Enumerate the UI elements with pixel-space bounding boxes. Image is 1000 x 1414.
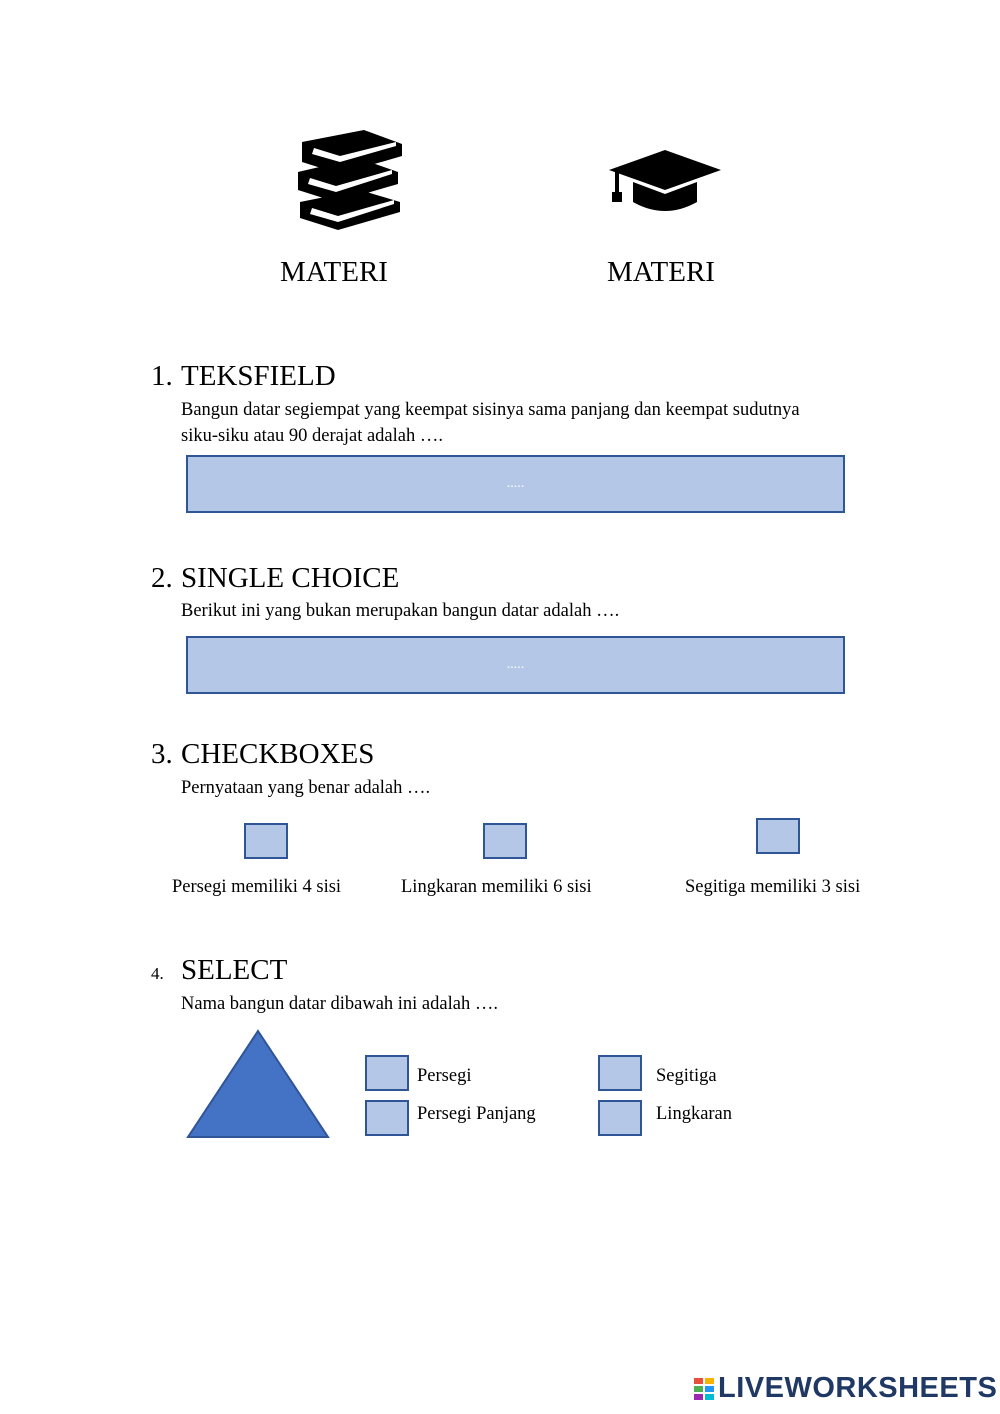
brand-text: LIVEWORKSHEETS — [718, 1372, 998, 1404]
checkbox-segitiga[interactable] — [756, 818, 800, 854]
section-number: 3. — [151, 738, 173, 770]
question-text: Berikut ini yang bukan merupakan bangun datar adalah …. — [181, 601, 620, 621]
materi-label-left: MATERI — [280, 256, 388, 288]
select-option-label: Lingkaran — [656, 1104, 733, 1124]
checkbox-label: Lingkaran memiliki 6 sisi — [401, 877, 592, 897]
select-option-persegi[interactable] — [365, 1055, 409, 1091]
section-title-teksfield: TEKSFIELD — [181, 360, 336, 392]
triangle-shape — [184, 1028, 332, 1140]
checkbox-persegi[interactable] — [244, 823, 288, 859]
select-option-persegi-panjang[interactable] — [365, 1100, 409, 1136]
materi-label-right: MATERI — [607, 256, 715, 288]
checkbox-lingkaran[interactable] — [483, 823, 527, 859]
section-title-checkboxes: CHECKBOXES — [181, 738, 375, 770]
teksfield-input[interactable]: ..... — [186, 455, 845, 513]
graduation-cap-icon — [607, 148, 723, 216]
question-text-line1: Bangun datar segiempat yang keempat sisinya sama panjang dan keempat sudutnya — [181, 400, 800, 420]
checkbox-label: Segitiga memiliki 3 sisi — [685, 877, 861, 897]
question-text: Pernyataan yang benar adalah …. — [181, 778, 431, 798]
select-option-lingkaran[interactable] — [598, 1100, 642, 1136]
question-text-line2: siku-siku atau 90 derajat adalah …. — [181, 426, 443, 446]
select-option-label: Persegi Panjang — [417, 1104, 536, 1124]
select-option-label: Persegi — [417, 1066, 472, 1086]
single-choice-select[interactable]: ..... — [186, 636, 845, 694]
section-title-single-choice: SINGLE CHOICE — [181, 562, 400, 594]
books-icon — [290, 128, 406, 234]
liveworksheets-logo-icon — [693, 1376, 715, 1402]
section-number: 2. — [151, 562, 173, 594]
liveworksheets-logo — [693, 1372, 997, 1405]
select-option-label: Segitiga — [656, 1066, 717, 1086]
checkbox-label: Persegi memiliki 4 sisi — [172, 877, 342, 897]
section-title-select: SELECT — [181, 954, 288, 986]
select-option-segitiga[interactable] — [598, 1055, 642, 1091]
question-text: Nama bangun datar dibawah ini adalah …. — [181, 994, 498, 1014]
section-number: 4. — [151, 964, 164, 983]
section-number: 1. — [151, 360, 173, 392]
